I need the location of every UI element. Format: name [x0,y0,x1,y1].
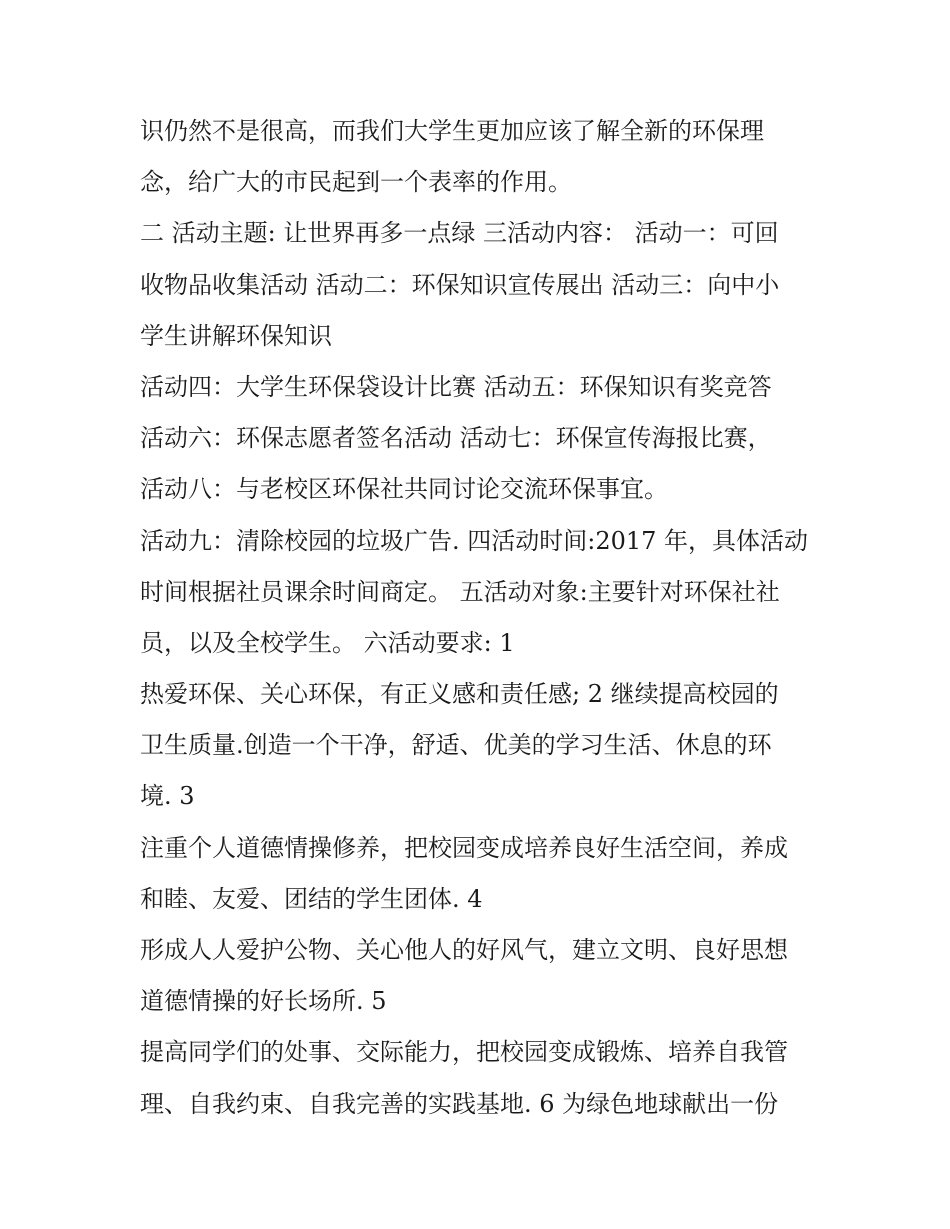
text-line: 境. 3 [140,782,195,811]
text-line: 员，以及全校学生。 六活动要求: 1 [140,628,515,657]
text-line: 理、自我约束、自我完善的实践基地. 6 为绿色地球献出一份 [140,1089,779,1118]
text-line: 活动六：环保志愿者签名活动 活动七：环保宣传海报比赛， [140,424,772,453]
text-line: 二 活动主题: 让世界再多一点绿 三活动内容： 活动一：可回 [140,219,779,248]
text-line: 活动八：与老校区环保社共同讨论交流环保事宜。 [140,475,668,504]
text-line: 学生讲解环保知识 [140,321,332,350]
text-line: 活动九：清除校园的垃圾广告. 四活动时间:2017 年，具体活动 [140,526,809,555]
text-line: 提高同学们的处事、交际能力，把校园变成锻炼、培养自我管 [140,1038,788,1067]
text-line: 和睦、友爱、团结的学生团体. 4 [140,884,483,913]
text-line: 形成人人爱护公物、关心他人的好风气，建立文明、良好思想 [140,936,788,964]
text-line: 活动四：大学生环保袋设计比赛 活动五：环保知识有奖竞答 [140,372,772,401]
text-line: 卫生质量.创造一个干净，舒适、优美的学习生活、休息的环 [140,731,772,760]
text-line: 时间根据社员课余时间商定。 五活动对象:主要针对环保社社 [140,577,780,606]
text-line: 收物品收集活动 活动二：环保知识宣传展出 活动三：向中小 [140,270,780,299]
text-line: 念，给广大的市民起到一个表率的作用。 [140,168,572,197]
text-line: 识仍然不是很高，而我们大学生更加应该了解全新的环保理 [140,117,764,145]
body-text [140,106,830,1130]
text-line: 热爱环保、关心环保，有正义感和责任感; 2 继续提高校园的 [140,680,779,709]
text-line: 道德情操的好长场所. 5 [140,987,387,1016]
text-line: 注重个人道德情操修养，把校园变成培养良好生活空间，养成 [140,833,788,862]
